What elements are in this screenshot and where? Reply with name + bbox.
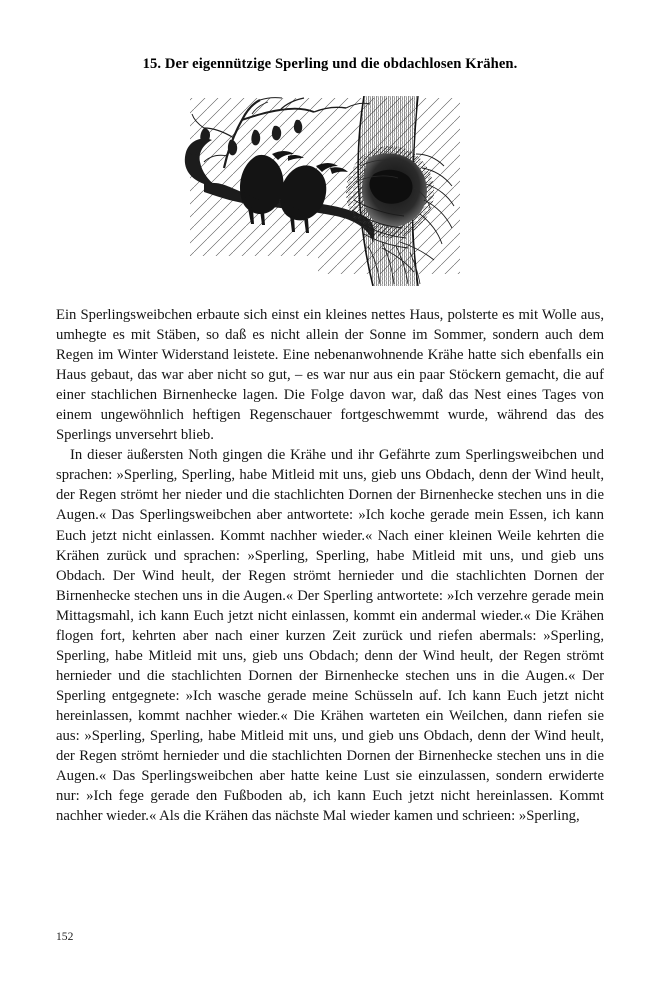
page-title: 15. Der eigennützige Sperling und die obdachlosen Krähen. (142, 56, 518, 72)
page-number: 152 (56, 930, 74, 943)
paragraph-2: In dieser äußersten Noth gingen die Krähe und ihr Gefährte zum Sperlingsweibchen und sprachen: »Sperling, Sperling, habe Mitleid mit uns, gieb uns Obdach, denn der Wind heult, der Regen strömt her nieder und die stachlichten Dornen der Birnenhecke stechen uns in die Augen.« Das Sperlingsweibchen aber antwortete: »Ich koche gerade mein Essen, ich kann Euch jetzt nicht einlassen. Kommt nachher wieder.« Nach einer kleinen Weile kehrten die Krähen zurück und sprachen: »Sperling, Sperling, habe Mitleid mit uns, und gieb uns Obdach. Der Wind heult, der Regen strömt hernieder und die stachlichten Dornen der Birnenhecke stechen uns in die Augen.« Der Sperling antwortete: »Ich verzehre gerade mein Mittagsmahl, ich kann Euch jetzt nicht einlassen, kommt ein andermal wieder.« Die Krähen flogen fort, kehrten aber nach einer kurzen Zeit zurück und riefen abermals: »Sperling, Sperling, habe Mitleid mit uns, gieb uns Obdach; denn der Wind heult, der Regen strömt hernieder und die stachlichten Dornen der Birnenhecke stechen uns in die Augen.« Der Sperling entgegnete: »Ich wasche gerade meine Schüsseln auf. Ich kann Euch jetzt nicht hereinlassen, kommt nachher wieder.« Die Krähen warteten ein Weilchen, dann riefen sie aus: »Sperling, Sperling, habe Mitleid mit uns, und gieb uns Obdach, denn der Wind heult, der Regen strömt hernieder und die stachlichten Dornen der Birnenhecke stechen uns in die Augen.« Das Sperlingsweibchen aber hatte keine Lust sie einzulassen, sondern erwiderte nur: »Ich fege gerade den Fußboden ab, ich kann Euch jetzt nicht hereinlassen. Kommt nachher wieder.« Als die Krähen das nächste Mal wieder kamen und schrieen: »Sperling, (56, 447, 604, 825)
story-illustration (168, 96, 460, 286)
crow-left-eye (279, 159, 282, 162)
illustration-svg (168, 96, 460, 286)
crow-right-eye (323, 171, 326, 174)
paragraph-1: Ein Sperlingsweibchen erbaute sich einst ein kleines nettes Haus, polsterte es mit Wolle aus, umhegte es mit Stäben, so daß es nicht allein der Sonne im Sommer, sondern auch dem Regen im Winter Widerstand leistete. Eine nebenanwohnende Krähe hatte sich ebenfalls ein Haus gebaut, das war aber nicht so gut, – es war nur aus ein paar Stöckern gemacht, die auf einer stachlichen Birnenhecke lagen. Die Folge davon war, daß das Nest eines Tages von einem ungewöhnlich heftigen Regenschauer fortgeschwemmt wurde, während das des Sperlings unversehrt blieb. (56, 307, 604, 444)
bottom-left-mask (168, 256, 318, 286)
story-body (56, 305, 604, 826)
